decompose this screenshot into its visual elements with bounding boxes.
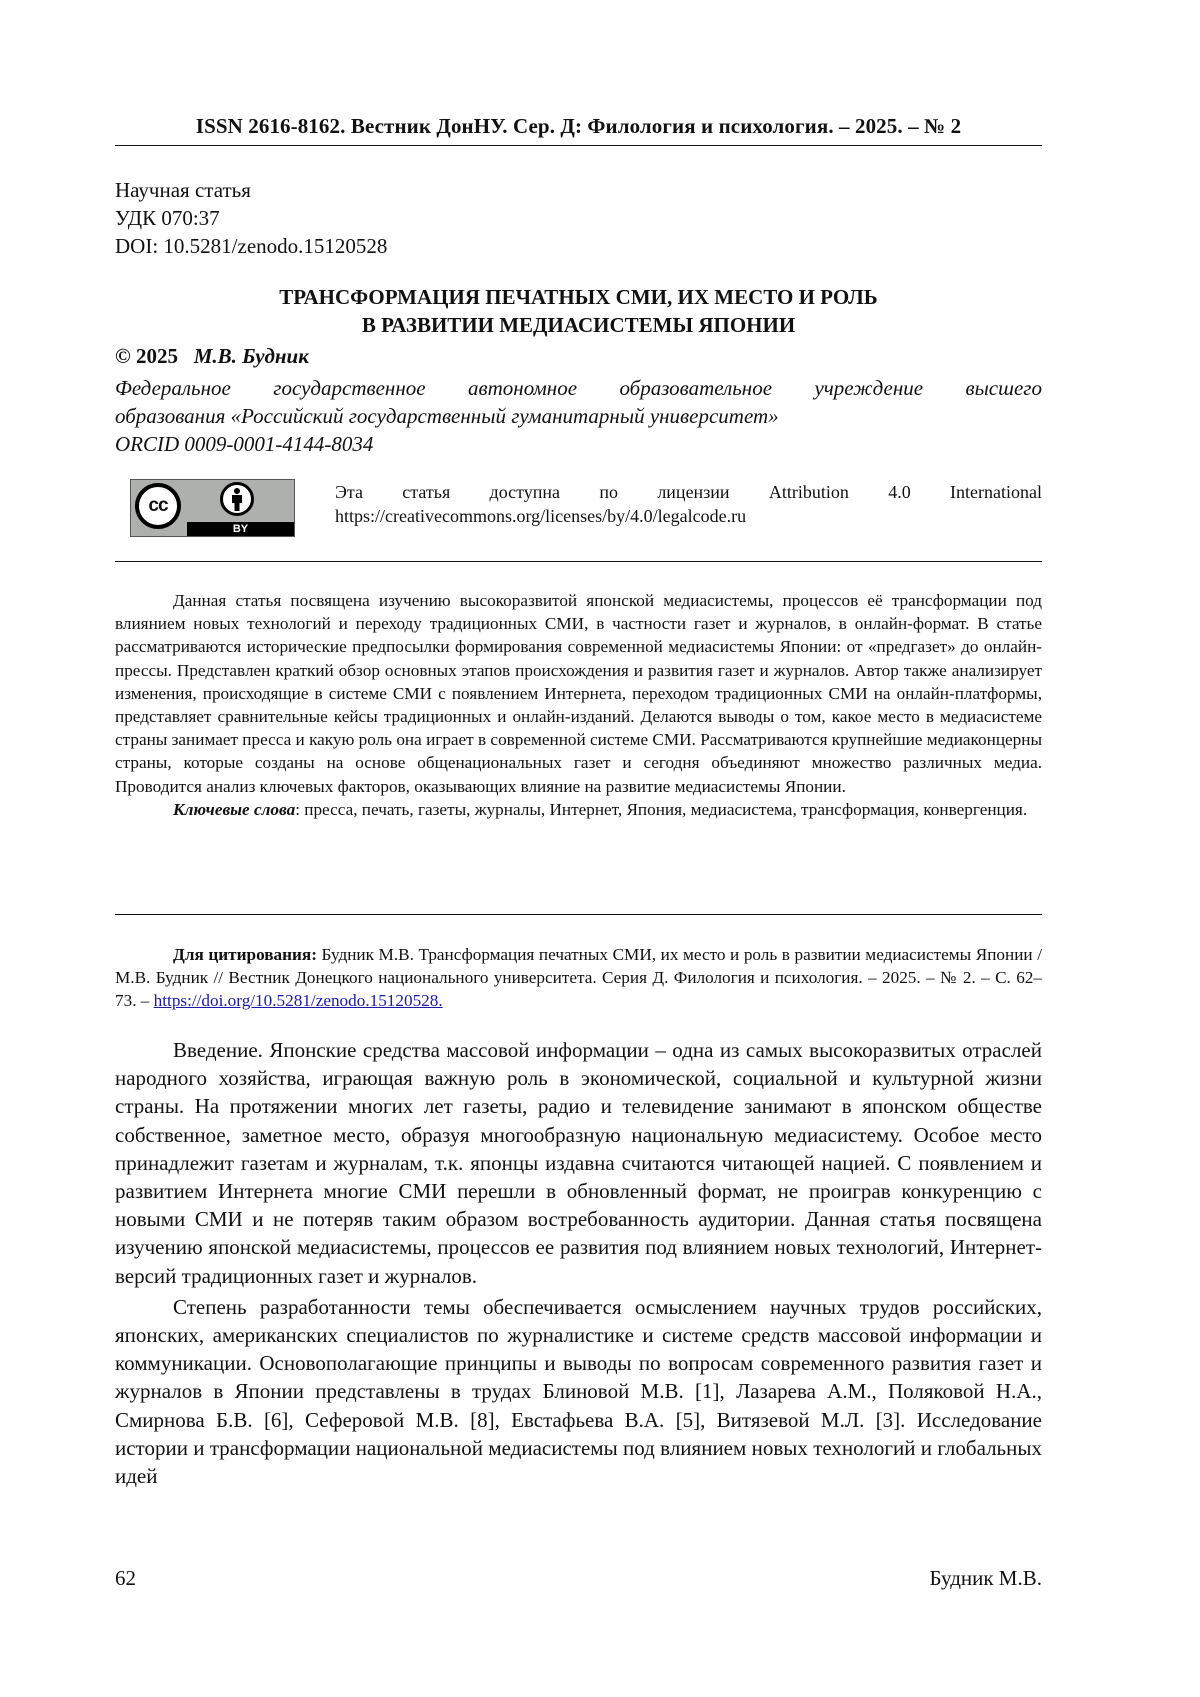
title-line-1: ТРАНСФОРМАЦИЯ ПЕЧАТНЫХ СМИ, ИХ МЕСТО И РОЛЬ xyxy=(279,285,878,309)
title-line-2: В РАЗВИТИИ МЕДИАСИСТЕМЫ ЯПОНИИ xyxy=(361,313,796,337)
affiliation-line-2: образования «Российский государственный гуманитарный университет» xyxy=(115,404,779,428)
keywords-list: : пресса, печать, газеты, журналы, Интернет, Япония, медиасистема, трансформация, конвергенция. xyxy=(295,799,1028,819)
citation-block xyxy=(115,943,1042,1013)
running-header: ISSN 2616-8162. Вестник ДонНУ. Сер. Д: Филология и психология. – 2025. – № 2 xyxy=(195,114,962,138)
footer-author: Будник М.В. xyxy=(929,1566,1042,1590)
author-name: М.В. Будник xyxy=(193,344,309,368)
article-type: Научная статья xyxy=(115,178,251,202)
keywords-label: Ключевые слова xyxy=(173,799,296,819)
page-number: 62 xyxy=(115,1566,136,1590)
keywords xyxy=(115,798,1042,821)
license-notice xyxy=(335,480,1042,528)
citation-text: Будник М.В. Трансформация печатных СМИ, их место и роль в развитии медиасистемы Японии / М.В. Будник // Вестник Донецкого национального университета. Серия Д. Филология и психология. – 2025. – № 2. – С. 62–73. – xyxy=(115,945,1042,1011)
divider-bottom xyxy=(115,914,1042,915)
doi: DOI: 10.5281/zenodo.15120528 xyxy=(115,234,388,258)
header-rule xyxy=(115,145,1042,146)
doi-link[interactable]: https://doi.org/10.5281/zenodo.15120528. xyxy=(153,991,443,1011)
orcid: ORCID 0009-0001-4144-8034 xyxy=(115,432,374,456)
license-text: Эта статья доступна по лицензии Attribution 4.0 International xyxy=(335,482,1042,502)
article-title xyxy=(115,283,1042,339)
cc-by-badge xyxy=(130,479,295,537)
author-line xyxy=(115,344,1042,369)
attribution-person-icon xyxy=(220,482,254,516)
by-label: BY xyxy=(187,522,294,536)
cc-icon: cc xyxy=(135,483,181,529)
citation xyxy=(115,943,1042,1013)
divider-top xyxy=(115,561,1042,562)
body-paragraph-1: Введение. Японские средства массовой информации – одна из самых высокоразвитых отраслей народного хозяйства, играющая важную роль в экономической, социальной и культурной жизни страны. На протяжении многих лет газеты, радио и телевидение занимают в японском обществе собственное, заметное место, образуя многообразную национальную медиасистему. Особое место принадлежит газетам и журналам, т.к. японцы издавна считаются читающей нацией. С появлением и развитием Интернета многие СМИ перешли в обновленный формат, не проиграв конкуренцию с новыми СМИ и не потеряв таким образом востребованность аудитории. Данная статья посвящена изучению японской медиасистемы, процессов ее развития под влиянием новых технологий, Интернет-версий традиционных газет и журналов. xyxy=(115,1038,1042,1288)
license-url[interactable]: https://creativecommons.org/licenses/by/4.0/legalcode.ru xyxy=(335,506,747,526)
copyright: © 2025 xyxy=(115,344,178,368)
article-body xyxy=(115,1036,1042,1493)
abstract-text: Данная статья посвящена изучению высокоразвитой японской медиасистемы, процессов её трансформации под влиянием новых технологий и переходу традиционных СМИ, в частности газет и журналов, в онлайн-формат. В статье рассматриваются исторические предпосылки формирования современной медиасистемы Японии: от «предгазет» до онлайн-прессы. Представлен краткий обзор основных этапов происхождения и развития газет и журналов. Автор также анализирует изменения, происходящие в системе СМИ с появлением Интернета, переходом традиционных СМИ на онлайн-платформы, представляет сравнительные кейсы традиционных и онлайн-изданий. Делаются выводы о том, какое место в медиасистеме страны занимает пресса и какую роль она играет в современной системе СМИ. Рассматриваются крупнейшие медиаконцерны страны, которые созданы на основе общенациональных газет и сегодня объединяют множество различных медиа. Проводится анализ ключевых факторов, оказывающих влияние на развитие медиасистемы Японии. xyxy=(115,591,1042,796)
udk-code: УДК 070:37 xyxy=(115,206,220,230)
author-affiliation xyxy=(115,374,1042,458)
affiliation-line-1: Федеральное государственное автономное образовательное учреждение высшего xyxy=(115,376,1042,400)
abstract xyxy=(115,589,1042,821)
article-meta xyxy=(115,176,1042,260)
citation-label: Для цитирования: xyxy=(173,945,317,964)
body-paragraph-2: Степень разработанности темы обеспечивается осмыслением научных трудов российских, японских, американских специалистов по журналистике и системе средств массовой информации и коммуникации. Основополагающие принципы и выводы по вопросам современного развития газет и журналов в Японии представлены в трудах Блиновой М.В. [1], Лазарева А.М., Поляковой Н.А., Смирнова Б.В. [6], Сеферовой М.В. [8], Евстафьева В.А. [5], Витязевой М.Л. [3]. Исследование истории и трансформации национальной медиасистемы под влиянием новых технологий и глобальных идей xyxy=(115,1294,1042,1489)
